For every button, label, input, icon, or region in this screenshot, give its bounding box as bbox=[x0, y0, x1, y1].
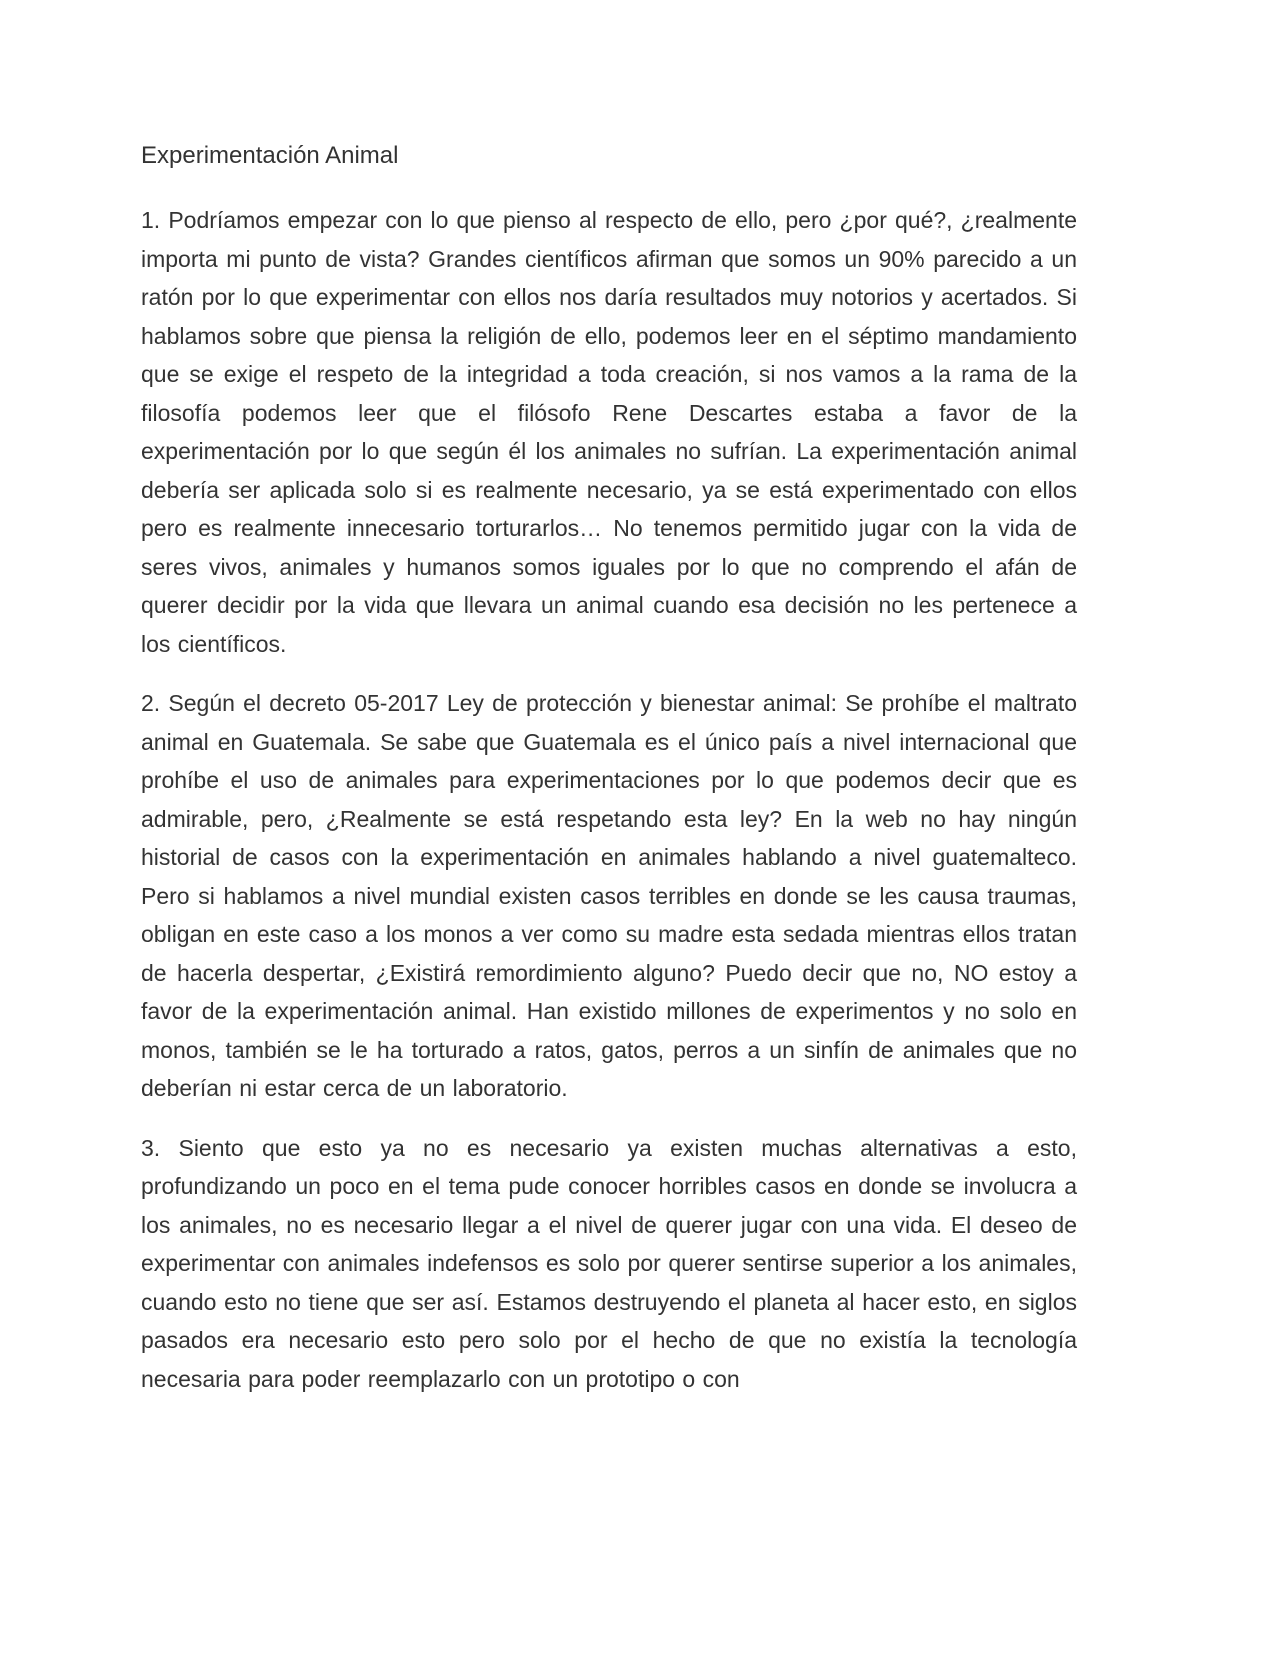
paragraph-3: 3. Siento que esto ya no es necesario ya existen muchas alternativas a esto, profundizando un poco en el tema pude conocer horribles casos en donde se involucra a los animales, no es necesario llegar a el nivel de querer jugar con una vida. El deseo de experimentar con animales indefensos es solo por querer sentirse superior a los animales, cuando esto no tiene que ser así. Estamos destruyendo el planeta al hacer esto, en siglos pasados era necesario esto pero solo por el hecho de que no existía la tecnología necesaria para poder reemplazarlo con un prototipo o con bbox=[141, 1134, 1077, 1392]
paragraph-1: 1. Podríamos empezar con lo que pienso al respecto de ello, pero ¿por qué?, ¿realmente importa mi punto de vista? Grandes científicos afirman que somos un 90% parecido a un ratón por lo que experimentar con ellos nos daría resultados muy notorios y acertados. Si hablamos sobre que piensa la religión de ello, podemos leer en el séptimo mandamiento que se exige el respeto de la integridad a toda creación, si nos vamos a la rama de la filosofía podemos leer que el filósofo Rene Descartes estaba a favor de la experimentación por lo que según él los animales no sufrían. La experimentación animal debería ser aplicada solo si es realmente necesario, ya se está experimentado con ellos pero es realmente innecesario torturarlos… No tenemos permitido jugar con la vida de seres vivos, animales y humanos somos iguales por lo que no comprendo el afán de querer decidir por la vida que llevara un animal cuando esa decisión no les pertenece a los científicos. bbox=[141, 207, 1077, 657]
document-title: Experimentación Animal bbox=[141, 142, 399, 169]
paragraph-2: 2. Según el decreto 05-2017 Ley de protección y bienestar animal: Se prohíbe el maltrato animal en Guatemala. Se sabe que Guatemala es el único país a nivel internacional que prohíbe el uso de animales para experimentaciones por lo que podemos decir que es admirable, pero, ¿Realmente se está respetando esta ley? En la web no hay ningún historial de casos con la experimentación en animales hablando a nivel guatemalteco. Pero si hablamos a nivel mundial existen casos terribles en donde se les causa traumas, obligan en este caso a los monos a ver como su madre esta sedada mientras ellos tratan de hacerla despertar, ¿Existirá remordimiento alguno? Puedo decir que no, NO estoy a favor de la experimentación animal. Han existido millones de experimentos y no solo en monos, también se le ha torturado a ratos, gatos, perros a un sinfín de animales que no deberían ni estar cerca de un laboratorio. bbox=[141, 690, 1077, 1102]
document-content bbox=[141, 140, 1077, 1419]
